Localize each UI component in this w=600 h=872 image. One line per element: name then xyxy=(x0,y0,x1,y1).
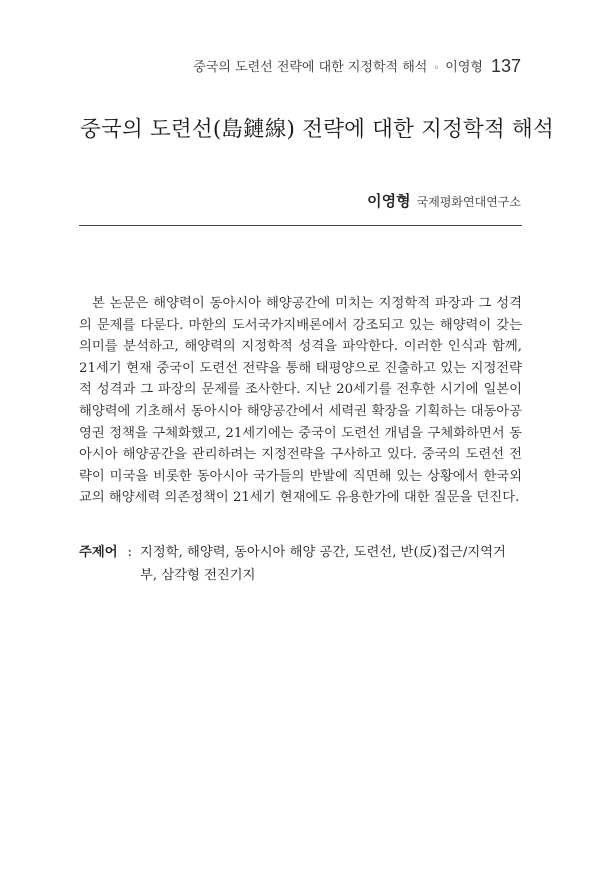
running-header xyxy=(79,56,521,77)
header-separator: ◦ xyxy=(433,63,440,74)
keywords-label: 주제어 xyxy=(79,545,118,560)
author-affiliation: 국제평화연대연구소 xyxy=(416,195,521,209)
keywords-text: 지정학, 해양력, 동아시아 해양 공간, 도련선, 반(反)접근/지역거부, 삼각형 전진기지 xyxy=(140,545,506,583)
running-title: 중국의 도련선 전략에 대한 지정학적 해석 xyxy=(193,60,428,75)
page-number: 137 xyxy=(490,56,521,76)
title-divider xyxy=(79,225,522,226)
author-name: 이영형 xyxy=(367,192,411,210)
keywords-colon: : xyxy=(127,545,133,560)
running-author: 이영형 xyxy=(445,60,483,75)
abstract: 본 논문은 해양력이 동아시아 해양공간에 미치는 지정학적 파장과 그 성격의 문제를 다룬다. 마한의 도서국가지배론에서 강조되고 있는 해양력이 갖는 의미를 분석하고, 해양력의 지정학적 성격을 파악한다. 이러한 인식과 함께, 21세기 현재 중국이 도련선 전략을 통해 태평양으로 진출하고 있는 지정전략적 성격과 그 파장의 문제를 조사한다. 지난 20세기를 전후한 시기에 일본이 해양력에 기초해서 동아시아 해양공간에서 세력권 확장을 기획하는 대동아공영권 정책을 구체화했고, 21세기에는 중국이 도련선 개념을 구체화하면서 동아시아 해양공간을 관리하려는 지정전략을 구사하고 있다. 중국의 도련선 전략이 미국을 비롯한 동아시아 국가들의 반발에 직면해 있는 상황에서 한국외교의 해양세력 의존정책이 21세기 현재에도 유용한가에 대한 질문을 던진다. xyxy=(79,296,522,506)
author-line xyxy=(367,190,521,211)
article-title: 중국의 도련선(島鏈線) 전략에 대한 지정학적 해석 xyxy=(80,117,554,142)
keywords-block xyxy=(79,541,522,587)
